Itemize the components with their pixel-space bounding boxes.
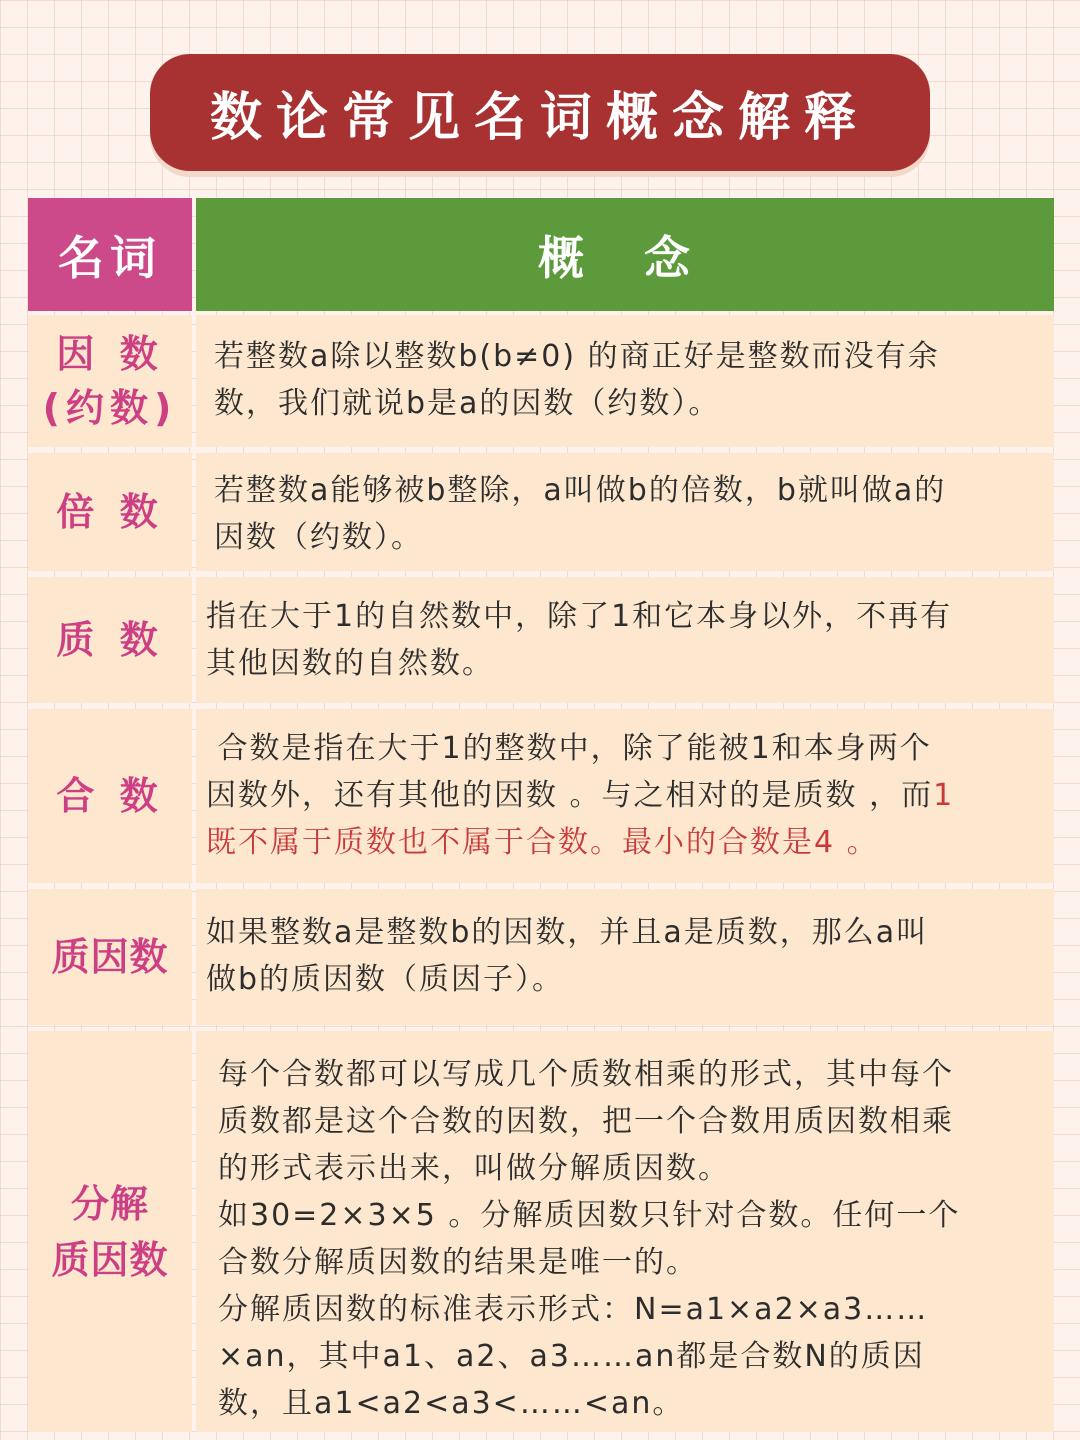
term-text: 质因数 [51, 1237, 169, 1282]
term-text: 因 数 [56, 332, 164, 376]
definition-line: 质数都是这个合数的因数，把一个合数用质因数相乘 [218, 1104, 954, 1139]
definition-line: 如30=2×3×5 。分解质因数只针对合数。任何一个 [218, 1198, 961, 1233]
term-text: 分解 [70, 1181, 149, 1226]
definition-line: 若整数a能够被b整除，a叫做b的倍数，b就叫做a的 [214, 473, 947, 508]
definition-line: 数，且a1<a2<a3<……<an。 [218, 1386, 685, 1421]
term-cell-yinshu [28, 315, 192, 447]
term-cell-zhishu [28, 577, 192, 703]
term-cell-zhiyinshu [28, 889, 192, 1025]
title-banner [150, 54, 930, 171]
definition-text: 因数外，还有其他的因数 。与之相对的是质数 ，而 [206, 778, 934, 813]
term-cell-beishu [28, 453, 192, 571]
term-text: (约数) [42, 386, 178, 430]
definition-line: 每个合数都可以写成几个质数相乘的形式，其中每个 [218, 1057, 954, 1092]
definition-line: 因数（约数）。 [214, 520, 423, 555]
highlight-line: 既不属于质数也不属于合数。最小的合数是4 。 [206, 825, 879, 860]
definition-cell-heshu [196, 709, 1054, 883]
definition-line: 若整数a除以整数b(b≠0) 的商正好是整数而没有余 [214, 339, 940, 374]
definition-line: 做b的质因数（质因子）。 [206, 962, 565, 997]
definition-cell-zhishu [196, 577, 1054, 703]
definition-line: 指在大于1的自然数中，除了1和它本身以外，不再有 [206, 599, 953, 634]
definition-line: ×an，其中a1、a2、a3……an都是合数N的质因 [218, 1339, 925, 1374]
term-text: 倍 数 [56, 490, 164, 534]
definition-cell-fenjie-zhiyinshu [196, 1031, 1054, 1432]
definition-line [206, 772, 1032, 819]
definition-cell-zhiyinshu [196, 889, 1054, 1025]
header-definition-cell: 概 念 [196, 198, 1054, 311]
definition-line: 合数是指在大于1的整数中，除了能被1和本身两个 [206, 731, 932, 766]
definition-cell-yinshu [196, 315, 1054, 447]
definition-line: 的形式表示出来，叫做分解质因数。 [218, 1151, 730, 1186]
definition-line: 如果整数a是整数b的因数，并且a是质数，那么a叫 [206, 915, 929, 950]
definition-line: 合数分解质因数的结果是唯一的。 [218, 1245, 698, 1280]
concept-table [28, 198, 1054, 1432]
definition-line: 其他因数的自然数。 [206, 646, 494, 681]
page-title: 数论常见名词概念解释 [209, 88, 870, 148]
definition-line: 分解质因数的标准表示形式：N=a1×a2×a3…… [218, 1292, 929, 1327]
term-cell-heshu [28, 709, 192, 883]
term-text: 质 数 [56, 618, 164, 662]
definition-cell-beishu [196, 453, 1054, 571]
term-text: 质因数 [51, 935, 169, 979]
term-cell-fenjie-zhiyinshu [28, 1031, 192, 1432]
highlight-text: 1 [933, 778, 955, 813]
definition-line: 数，我们就说b是a的因数（约数）。 [214, 386, 721, 421]
term-text: 合 数 [56, 774, 164, 818]
header-term-cell: 名词 [28, 198, 192, 311]
